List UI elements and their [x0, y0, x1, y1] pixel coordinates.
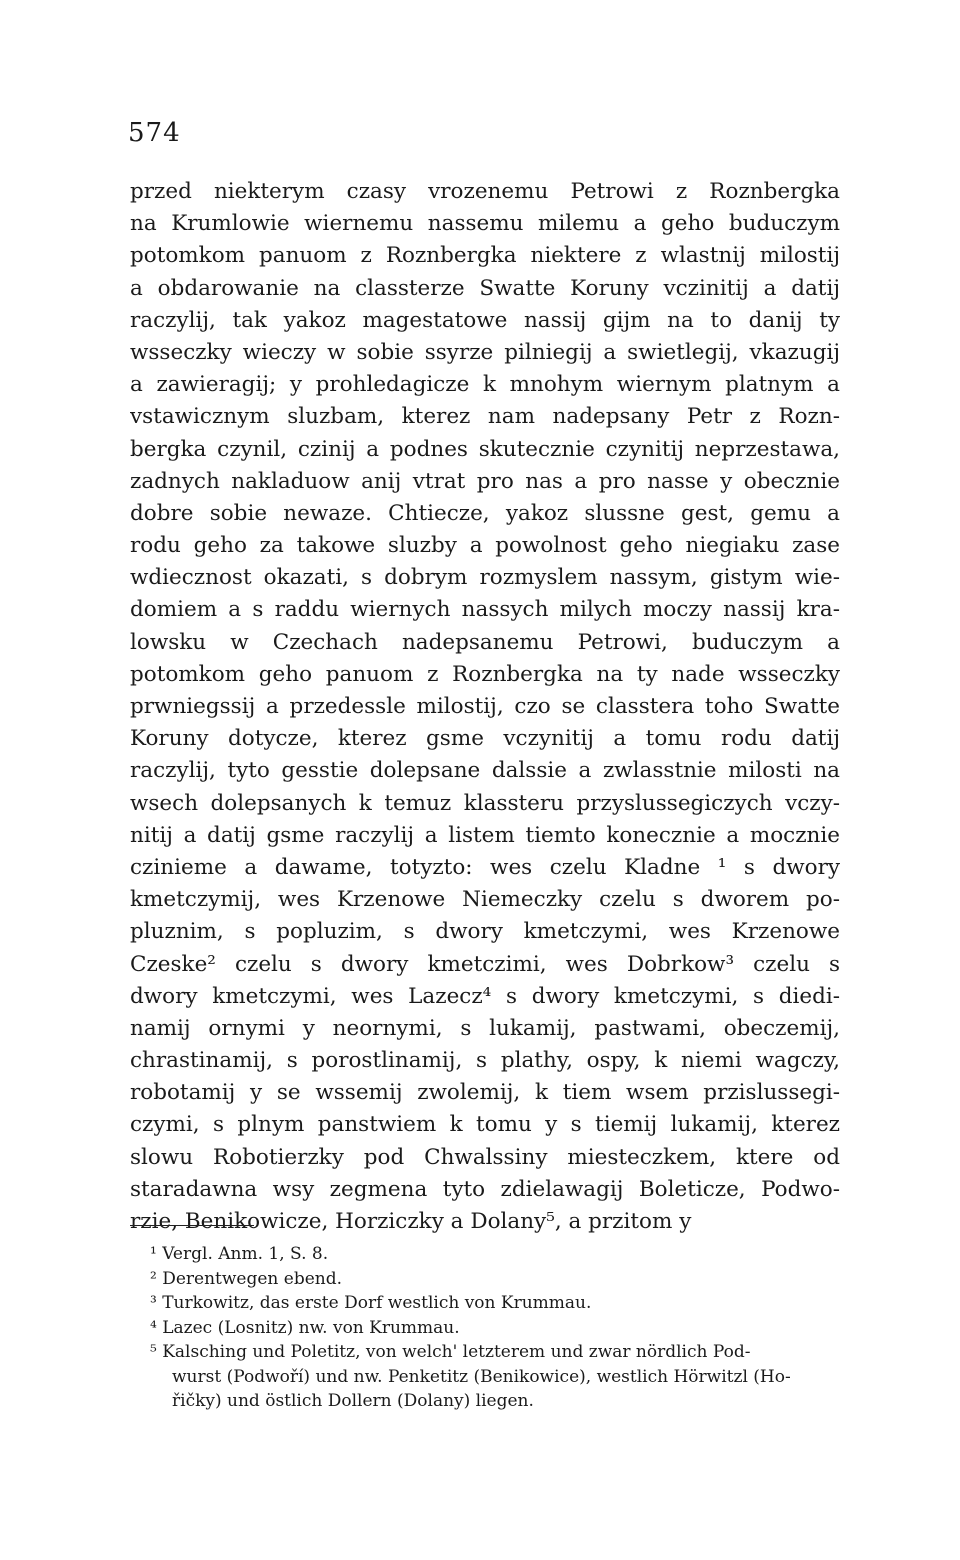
footnote: ¹ Vergl. Anm. 1, S. 8. — [150, 1244, 329, 1264]
text-line: domiem a s raddu wiernych nassych milych moczy nassij kra- — [130, 597, 840, 623]
text-line: przed niekterym czasy vrozenemu Petrowi z Roznbergka — [130, 179, 840, 204]
text-line: chrastinamij, s porostlinamij, s plathy, ospy, k niemi wagczy, — [130, 1048, 840, 1074]
text-line: raczylij, tak yakoz magestatowe nassij gijm na to danij ty — [130, 307, 840, 333]
text-line: czinieme a dawame, totyzto: wes czelu Kladne ¹ s dwory — [130, 854, 840, 880]
text-line: pluznim, s popluzim, s dwory kmetczymi, wes Krzenowe — [130, 919, 840, 945]
footnote: wurst (Podwoří) und nw. Penketitz (Benikowice), westlich Hörwitzl (Ho- — [172, 1366, 791, 1387]
text-line: raczylij, tyto gesstie dolepsane dalssie a zwlasstnie milosti na — [130, 758, 840, 784]
text-line: wsseczky wieczy w sobie ssyrze pilniegij a swietlegij, vkazugij — [130, 339, 840, 365]
text-line: wdiecznost okazati, s dobrym rozmyslem nassym, gistym wie- — [130, 565, 840, 591]
footnotes — [150, 1242, 840, 1414]
footnote: ³ Turkowitz, das erste Dorf westlich von Krummau. — [150, 1293, 592, 1313]
text-line: potomkom geho panuom z Roznbergka na ty nade wsseczky — [130, 661, 840, 687]
footnote: ⁴ Lazec (Losnitz) nw. von Krummau. — [150, 1317, 460, 1338]
text-line: a zawieragij; y prohledagicze k mnohym wiernym platnym a — [130, 372, 840, 398]
text-line: rzie, Benikowicze, Horziczky a Dolany⁵, a przitom y — [130, 1209, 692, 1234]
text-line: rodu geho za takowe sluzby a powolnost geho niegiaku zase — [130, 533, 840, 559]
text-line: dobre sobie newaze. Chtiecze, yakoz slussne gest, gemu a — [130, 500, 840, 526]
body-text — [130, 176, 840, 1238]
footnote: řičky) und östlich Dollern (Dolany) liegen. — [172, 1391, 534, 1411]
text-line: bergka czynil, czinij a podnes skutecznie czynitij neprzestawa, — [130, 436, 840, 462]
text-line: wsech dolepsanych k temuz klassteru przyslussegiczych vczy- — [130, 790, 840, 816]
text-line: dwory kmetczymi, wes Lazecz⁴ s dwory kmetczymi, s diedi- — [130, 983, 840, 1009]
page-number: 574 — [128, 118, 181, 148]
text-line: robotamij y se wssemij zwolemij, k tiem wsem przislussegi- — [130, 1080, 840, 1106]
text-line: na Krumlowie wiernemu nassemu milemu a geho buduczym — [130, 211, 840, 237]
text-line: potomkom panuom z Roznbergka niektere z wlastnij milostij — [130, 243, 840, 269]
text-line: prwniegssij a przedessle milostij, czo se classtera toho Swatte — [130, 694, 840, 719]
text-line: lowsku w Czechach nadepsanemu Petrowi, buduczym a — [130, 629, 840, 655]
text-line: czymi, s plnym panstwiem k tomu y s tiemij lukamij, kterez — [130, 1112, 840, 1138]
footnote: ⁵ Kalsching und Poletitz, von welch' letzterem und zwar nördlich Pod- — [150, 1342, 751, 1362]
text-line: zadnych nakladuow anij vtrat pro nas a pro nasse y obecznie — [130, 468, 840, 494]
text-line: staradawna wsy zegmena tyto zdielawagij Boleticze, Podwo- — [130, 1176, 840, 1202]
text-line: Koruny dotycze, kterez gsme vczynitij a tomu rodu datij — [130, 726, 840, 752]
text-line: Czeske² czelu s dwory kmetczimi, wes Dobrkow³ czelu s — [130, 951, 840, 977]
text-line: kmetczymij, wes Krzenowe Niemeczky czelu s dworem po- — [130, 887, 840, 913]
footnote-divider — [130, 1225, 254, 1226]
text-line: slowu Robotierzky pod Chwalssiny miesteczkem, ktere od — [130, 1144, 840, 1170]
text-line: a obdarowanie na classterze Swatte Koruny vczinitij a datij — [130, 275, 840, 301]
footnote: ² Derentwegen ebend. — [150, 1268, 343, 1289]
text-line: namij ornymi y neornymi, s lukamij, pastwami, obeczemij, — [130, 1015, 840, 1041]
text-line: vstawicznym sluzbam, kterez nam nadepsany Petr z Rozn- — [130, 404, 840, 430]
text-line: nitij a datij gsme raczylij a listem tiemto konecznie a mocznie — [130, 822, 840, 848]
